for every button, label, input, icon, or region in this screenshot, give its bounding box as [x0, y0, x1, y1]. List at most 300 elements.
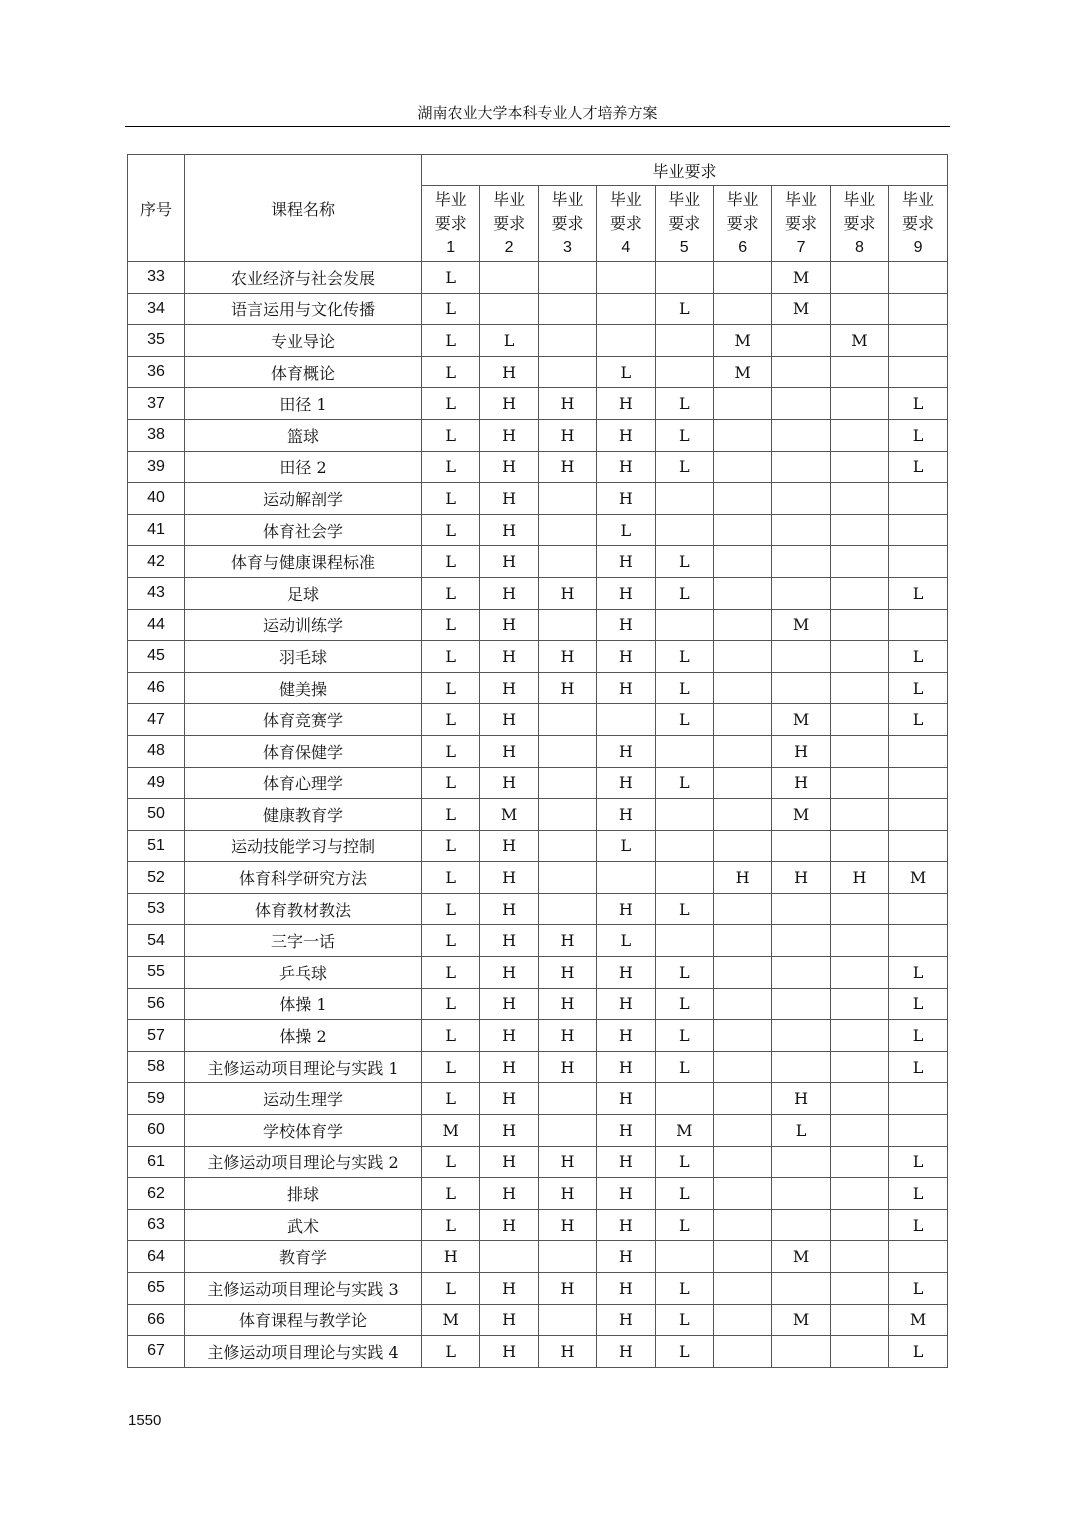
table-row: [128, 419, 948, 451]
requirement-cell: [889, 356, 948, 388]
requirement-cell: [713, 799, 771, 831]
requirement-cell: L: [655, 767, 713, 799]
requirement-cell: [772, 546, 830, 578]
requirement-cell: L: [422, 735, 480, 767]
requirement-cell: H: [597, 1209, 655, 1241]
seq-cell: 40: [128, 483, 185, 515]
requirement-cell: L: [422, 388, 480, 420]
requirement-cell: H: [480, 893, 538, 925]
requirement-cell: H: [480, 1304, 538, 1336]
seq-cell: 43: [128, 577, 185, 609]
requirement-cell: [655, 1083, 713, 1115]
requirement-cell: L: [422, 893, 480, 925]
requirement-cell: [655, 1241, 713, 1273]
requirement-cell: [713, 546, 771, 578]
table-row: [128, 451, 948, 483]
requirement-cell: H: [480, 388, 538, 420]
requirement-cell: L: [655, 1209, 713, 1241]
requirement-cell: [830, 356, 888, 388]
requirement-cell: [538, 325, 596, 357]
requirement-cell: [713, 577, 771, 609]
requirement-cell: H: [480, 957, 538, 989]
requirement-cell: [772, 1051, 830, 1083]
table-row: [128, 1083, 948, 1115]
requirement-cell: L: [889, 672, 948, 704]
requirement-cell: L: [422, 1020, 480, 1052]
requirement-cell: M: [889, 862, 948, 894]
requirement-cell: H: [480, 1146, 538, 1178]
requirement-cell: H: [597, 1020, 655, 1052]
table-row: [128, 799, 948, 831]
requirement-cell: [713, 609, 771, 641]
requirement-cell: [830, 262, 888, 294]
requirement-cell: [830, 957, 888, 989]
requirement-cell: [713, 641, 771, 673]
course-name-cell: 体育概论: [185, 356, 422, 388]
requirement-cell: L: [655, 419, 713, 451]
header-requirement-4: [597, 186, 655, 262]
course-name-cell: 体操 1: [185, 988, 422, 1020]
requirement-cell: [830, 988, 888, 1020]
table-row: [128, 388, 948, 420]
requirement-cell: L: [422, 483, 480, 515]
requirement-cell: L: [889, 419, 948, 451]
table-row: [128, 293, 948, 325]
requirement-cell: L: [422, 419, 480, 451]
requirement-cell: [830, 514, 888, 546]
requirement-cell: [830, 672, 888, 704]
seq-cell: 57: [128, 1020, 185, 1052]
requirement-cell: H: [830, 862, 888, 894]
requirement-cell: H: [772, 1083, 830, 1115]
requirement-cell: [772, 988, 830, 1020]
requirement-cell: L: [422, 767, 480, 799]
header-graduation-requirements: 毕业要求: [422, 155, 948, 186]
course-name-cell: 体育心理学: [185, 767, 422, 799]
requirement-cell: H: [538, 1273, 596, 1305]
requirement-cell: H: [422, 1241, 480, 1273]
requirement-cell: [713, 893, 771, 925]
seq-cell: 65: [128, 1273, 185, 1305]
requirement-cell: L: [422, 514, 480, 546]
requirement-cell: [830, 767, 888, 799]
requirement-cell: [830, 830, 888, 862]
requirement-cell: H: [597, 419, 655, 451]
requirement-cell: H: [597, 893, 655, 925]
requirement-cell: H: [597, 577, 655, 609]
requirement-cell: L: [889, 1051, 948, 1083]
requirement-cell: [713, 419, 771, 451]
requirement-cell: [713, 514, 771, 546]
requirement-cell: L: [422, 988, 480, 1020]
requirement-cell: M: [772, 1241, 830, 1273]
course-name-cell: 田径 2: [185, 451, 422, 483]
requirement-cell: H: [480, 1273, 538, 1305]
requirement-cell: M: [772, 262, 830, 294]
seq-cell: 63: [128, 1209, 185, 1241]
table-row: [128, 925, 948, 957]
requirement-cell: [713, 704, 771, 736]
header-requirement-line: 毕业: [726, 189, 759, 209]
table-row: [128, 1146, 948, 1178]
table-row: [128, 325, 948, 357]
requirement-cell: [655, 483, 713, 515]
requirement-cell: H: [597, 1241, 655, 1273]
requirement-cell: L: [655, 293, 713, 325]
requirement-cell: H: [480, 451, 538, 483]
requirement-cell: L: [655, 388, 713, 420]
table-row: [128, 862, 948, 894]
header-requirement-line: 毕业: [785, 189, 818, 209]
requirement-cell: [538, 609, 596, 641]
requirement-cell: H: [480, 356, 538, 388]
requirement-cell: [830, 1178, 888, 1210]
requirement-cell: H: [597, 799, 655, 831]
requirement-cell: [772, 388, 830, 420]
requirement-cell: [830, 388, 888, 420]
requirement-cell: [830, 1146, 888, 1178]
course-name-cell: 羽毛球: [185, 641, 422, 673]
requirement-cell: [772, 641, 830, 673]
header-requirement-1: [422, 186, 480, 262]
course-name-cell: 运动技能学习与控制: [185, 830, 422, 862]
requirement-cell: L: [655, 957, 713, 989]
header-requirement-line: 2: [504, 238, 514, 256]
course-name-cell: 健美操: [185, 672, 422, 704]
requirement-cell: [830, 735, 888, 767]
requirement-cell: H: [597, 1051, 655, 1083]
requirement-cell: H: [772, 735, 830, 767]
requirement-cell: [538, 514, 596, 546]
requirement-cell: L: [422, 1336, 480, 1368]
requirement-cell: [655, 925, 713, 957]
course-name-cell: 运动解剖学: [185, 483, 422, 515]
table-row: [128, 957, 948, 989]
requirement-cell: [889, 1115, 948, 1147]
seq-cell: 64: [128, 1241, 185, 1273]
requirement-cell: L: [655, 1020, 713, 1052]
header-requirement-9: [889, 186, 948, 262]
requirement-cell: L: [422, 799, 480, 831]
requirement-cell: L: [422, 1146, 480, 1178]
requirement-cell: [538, 704, 596, 736]
requirement-cell: [713, 451, 771, 483]
requirement-cell: L: [422, 957, 480, 989]
header-requirement-line: 毕业: [902, 189, 935, 209]
requirement-cell: [830, 483, 888, 515]
requirement-cell: L: [889, 451, 948, 483]
requirement-cell: [713, 1273, 771, 1305]
requirement-cell: [713, 988, 771, 1020]
requirement-cell: H: [772, 862, 830, 894]
requirement-cell: L: [422, 546, 480, 578]
seq-cell: 53: [128, 893, 185, 925]
requirement-cell: [772, 1020, 830, 1052]
requirement-cell: H: [538, 1178, 596, 1210]
course-name-cell: 体育保健学: [185, 735, 422, 767]
requirement-cell: H: [597, 388, 655, 420]
requirement-cell: [889, 262, 948, 294]
requirement-cell: H: [538, 672, 596, 704]
requirement-cell: L: [655, 1273, 713, 1305]
header-requirement-line: 要求: [902, 213, 935, 233]
course-name-cell: 篮球: [185, 419, 422, 451]
requirement-cell: M: [713, 325, 771, 357]
requirement-cell: H: [538, 388, 596, 420]
requirement-cell: [538, 1304, 596, 1336]
header-requirement-line: 1: [446, 238, 456, 256]
seq-cell: 55: [128, 957, 185, 989]
requirement-cell: L: [889, 1146, 948, 1178]
course-name-cell: 学校体育学: [185, 1115, 422, 1147]
table-row: [128, 1178, 948, 1210]
course-name-cell: 三字一话: [185, 925, 422, 957]
requirement-cell: H: [480, 672, 538, 704]
requirement-cell: [830, 925, 888, 957]
requirement-cell: [830, 799, 888, 831]
requirement-cell: L: [655, 704, 713, 736]
requirement-cell: [830, 893, 888, 925]
table-row: [128, 1336, 948, 1368]
header-requirement-line: 要求: [843, 213, 876, 233]
course-name-cell: 语言运用与文化传播: [185, 293, 422, 325]
requirement-cell: L: [422, 830, 480, 862]
requirement-cell: [480, 293, 538, 325]
table-row: [128, 1304, 948, 1336]
seq-cell: 50: [128, 799, 185, 831]
header-requirement-line: 3: [563, 238, 572, 256]
seq-cell: 45: [128, 641, 185, 673]
course-name-cell: 主修运动项目理论与实践 4: [185, 1336, 422, 1368]
requirement-cell: [713, 830, 771, 862]
requirement-cell: L: [889, 388, 948, 420]
requirement-cell: [889, 514, 948, 546]
requirement-cell: H: [597, 546, 655, 578]
requirement-cell: [597, 262, 655, 294]
requirement-cell: [713, 1336, 771, 1368]
seq-cell: 60: [128, 1115, 185, 1147]
requirement-cell: [830, 1273, 888, 1305]
requirement-cell: H: [597, 1304, 655, 1336]
header-requirement-2: [480, 186, 538, 262]
header-requirement-6: [713, 186, 771, 262]
course-name-cell: 农业经济与社会发展: [185, 262, 422, 294]
requirement-cell: [772, 514, 830, 546]
course-name-cell: 体育竞赛学: [185, 704, 422, 736]
course-name-cell: 教育学: [185, 1241, 422, 1273]
requirement-cell: M: [655, 1115, 713, 1147]
requirement-cell: L: [422, 262, 480, 294]
table-row: [128, 988, 948, 1020]
requirement-cell: [538, 893, 596, 925]
requirement-cell: [889, 799, 948, 831]
requirement-cell: H: [480, 704, 538, 736]
course-name-cell: 主修运动项目理论与实践 3: [185, 1273, 422, 1305]
header-requirement-line: 9: [913, 238, 923, 256]
table-row: [128, 830, 948, 862]
requirement-cell: L: [655, 546, 713, 578]
requirement-cell: [772, 925, 830, 957]
requirement-cell: H: [480, 1178, 538, 1210]
requirement-cell: [889, 767, 948, 799]
header-requirement-line: 毕业: [551, 189, 584, 209]
requirement-cell: [597, 293, 655, 325]
course-name-cell: 体育教材教法: [185, 893, 422, 925]
requirement-cell: [655, 325, 713, 357]
requirement-cell: L: [889, 1336, 948, 1368]
requirement-cell: [889, 1241, 948, 1273]
requirement-cell: L: [422, 1083, 480, 1115]
seq-cell: 33: [128, 262, 185, 294]
seq-cell: 47: [128, 704, 185, 736]
requirement-cell: L: [889, 577, 948, 609]
header-requirement-line: 毕业: [493, 189, 526, 209]
requirement-cell: [713, 957, 771, 989]
requirement-cell: H: [480, 862, 538, 894]
requirement-cell: [772, 1146, 830, 1178]
requirement-cell: M: [772, 799, 830, 831]
requirement-cell: [538, 262, 596, 294]
requirement-cell: M: [422, 1304, 480, 1336]
seq-cell: 51: [128, 830, 185, 862]
requirement-cell: L: [422, 609, 480, 641]
requirement-cell: [830, 293, 888, 325]
requirement-cell: [830, 577, 888, 609]
requirement-cell: [538, 293, 596, 325]
requirement-cell: [830, 1304, 888, 1336]
course-name-cell: 运动生理学: [185, 1083, 422, 1115]
requirement-cell: [830, 419, 888, 451]
requirement-cell: [655, 799, 713, 831]
requirement-cell: [772, 451, 830, 483]
requirement-cell: [772, 830, 830, 862]
course-name-cell: 运动训练学: [185, 609, 422, 641]
header-requirement-line: 毕业: [434, 189, 467, 209]
header-requirement-5: [655, 186, 713, 262]
requirement-cell: H: [597, 1146, 655, 1178]
requirement-cell: [889, 925, 948, 957]
requirement-cell: L: [422, 451, 480, 483]
requirement-cell: [889, 893, 948, 925]
requirement-cell: [538, 356, 596, 388]
requirement-cell: [772, 893, 830, 925]
requirement-cell: [655, 609, 713, 641]
requirement-cell: M: [889, 1304, 948, 1336]
requirement-cell: [772, 577, 830, 609]
course-name-cell: 足球: [185, 577, 422, 609]
requirement-cell: [830, 1083, 888, 1115]
requirement-cell: H: [597, 735, 655, 767]
requirement-cell: H: [538, 1336, 596, 1368]
requirement-cell: L: [889, 1178, 948, 1210]
seq-cell: 46: [128, 672, 185, 704]
table-row: [128, 1241, 948, 1273]
requirement-cell: [713, 293, 771, 325]
requirement-cell: H: [480, 1083, 538, 1115]
header-requirement-line: 要求: [726, 213, 759, 233]
requirement-cell: [655, 830, 713, 862]
seq-cell: 35: [128, 325, 185, 357]
requirement-cell: M: [480, 799, 538, 831]
requirement-cell: [713, 1178, 771, 1210]
requirement-cell: [830, 704, 888, 736]
requirement-cell: L: [422, 704, 480, 736]
requirement-cell: H: [597, 1273, 655, 1305]
requirement-cell: [830, 1020, 888, 1052]
requirement-cell: [713, 672, 771, 704]
requirement-cell: [772, 1336, 830, 1368]
requirement-cell: [772, 419, 830, 451]
requirement-cell: [830, 641, 888, 673]
requirement-cell: L: [597, 925, 655, 957]
requirement-cell: H: [597, 672, 655, 704]
requirement-cell: [713, 483, 771, 515]
course-name-cell: 田径 1: [185, 388, 422, 420]
header-requirement-line: 4: [621, 238, 631, 256]
requirement-cell: [597, 862, 655, 894]
requirement-cell: [713, 262, 771, 294]
requirement-cell: L: [422, 325, 480, 357]
requirement-cell: [480, 262, 538, 294]
seq-cell: 36: [128, 356, 185, 388]
header-requirement-line: 要求: [551, 213, 584, 233]
requirement-cell: M: [772, 704, 830, 736]
requirement-cell: [889, 325, 948, 357]
requirement-cell: [713, 925, 771, 957]
requirement-cell: H: [480, 1051, 538, 1083]
requirement-cell: L: [422, 293, 480, 325]
requirement-cell: L: [422, 862, 480, 894]
requirement-cell: [772, 1209, 830, 1241]
requirement-cell: [480, 1241, 538, 1273]
seq-cell: 49: [128, 767, 185, 799]
header-requirement-3: [538, 186, 596, 262]
seq-cell: 58: [128, 1051, 185, 1083]
requirement-cell: [713, 1304, 771, 1336]
seq-cell: 52: [128, 862, 185, 894]
requirement-cell: [713, 767, 771, 799]
requirement-cell: L: [655, 1336, 713, 1368]
requirement-cell: [713, 735, 771, 767]
graduation-requirements-table: [127, 154, 948, 1368]
header-course-name: 课程名称: [185, 155, 422, 262]
table-row: [128, 735, 948, 767]
course-name-cell: 乒乓球: [185, 957, 422, 989]
requirement-cell: H: [480, 514, 538, 546]
requirement-cell: [655, 262, 713, 294]
seq-cell: 48: [128, 735, 185, 767]
requirement-cell: [655, 514, 713, 546]
requirement-cell: M: [422, 1115, 480, 1147]
requirement-cell: [538, 1115, 596, 1147]
requirement-cell: H: [480, 1209, 538, 1241]
table-row: [128, 483, 948, 515]
requirement-cell: [772, 672, 830, 704]
course-name-cell: 武术: [185, 1209, 422, 1241]
course-name-cell: 体操 2: [185, 1020, 422, 1052]
requirement-cell: L: [422, 1209, 480, 1241]
table-row: [128, 514, 948, 546]
requirement-cell: H: [480, 1336, 538, 1368]
requirement-cell: [889, 1083, 948, 1115]
header-requirement-line: 7: [796, 238, 806, 256]
requirement-cell: [772, 1178, 830, 1210]
seq-cell: 34: [128, 293, 185, 325]
table-row: [128, 767, 948, 799]
requirement-cell: L: [597, 514, 655, 546]
requirement-cell: L: [422, 925, 480, 957]
requirement-cell: H: [538, 1020, 596, 1052]
